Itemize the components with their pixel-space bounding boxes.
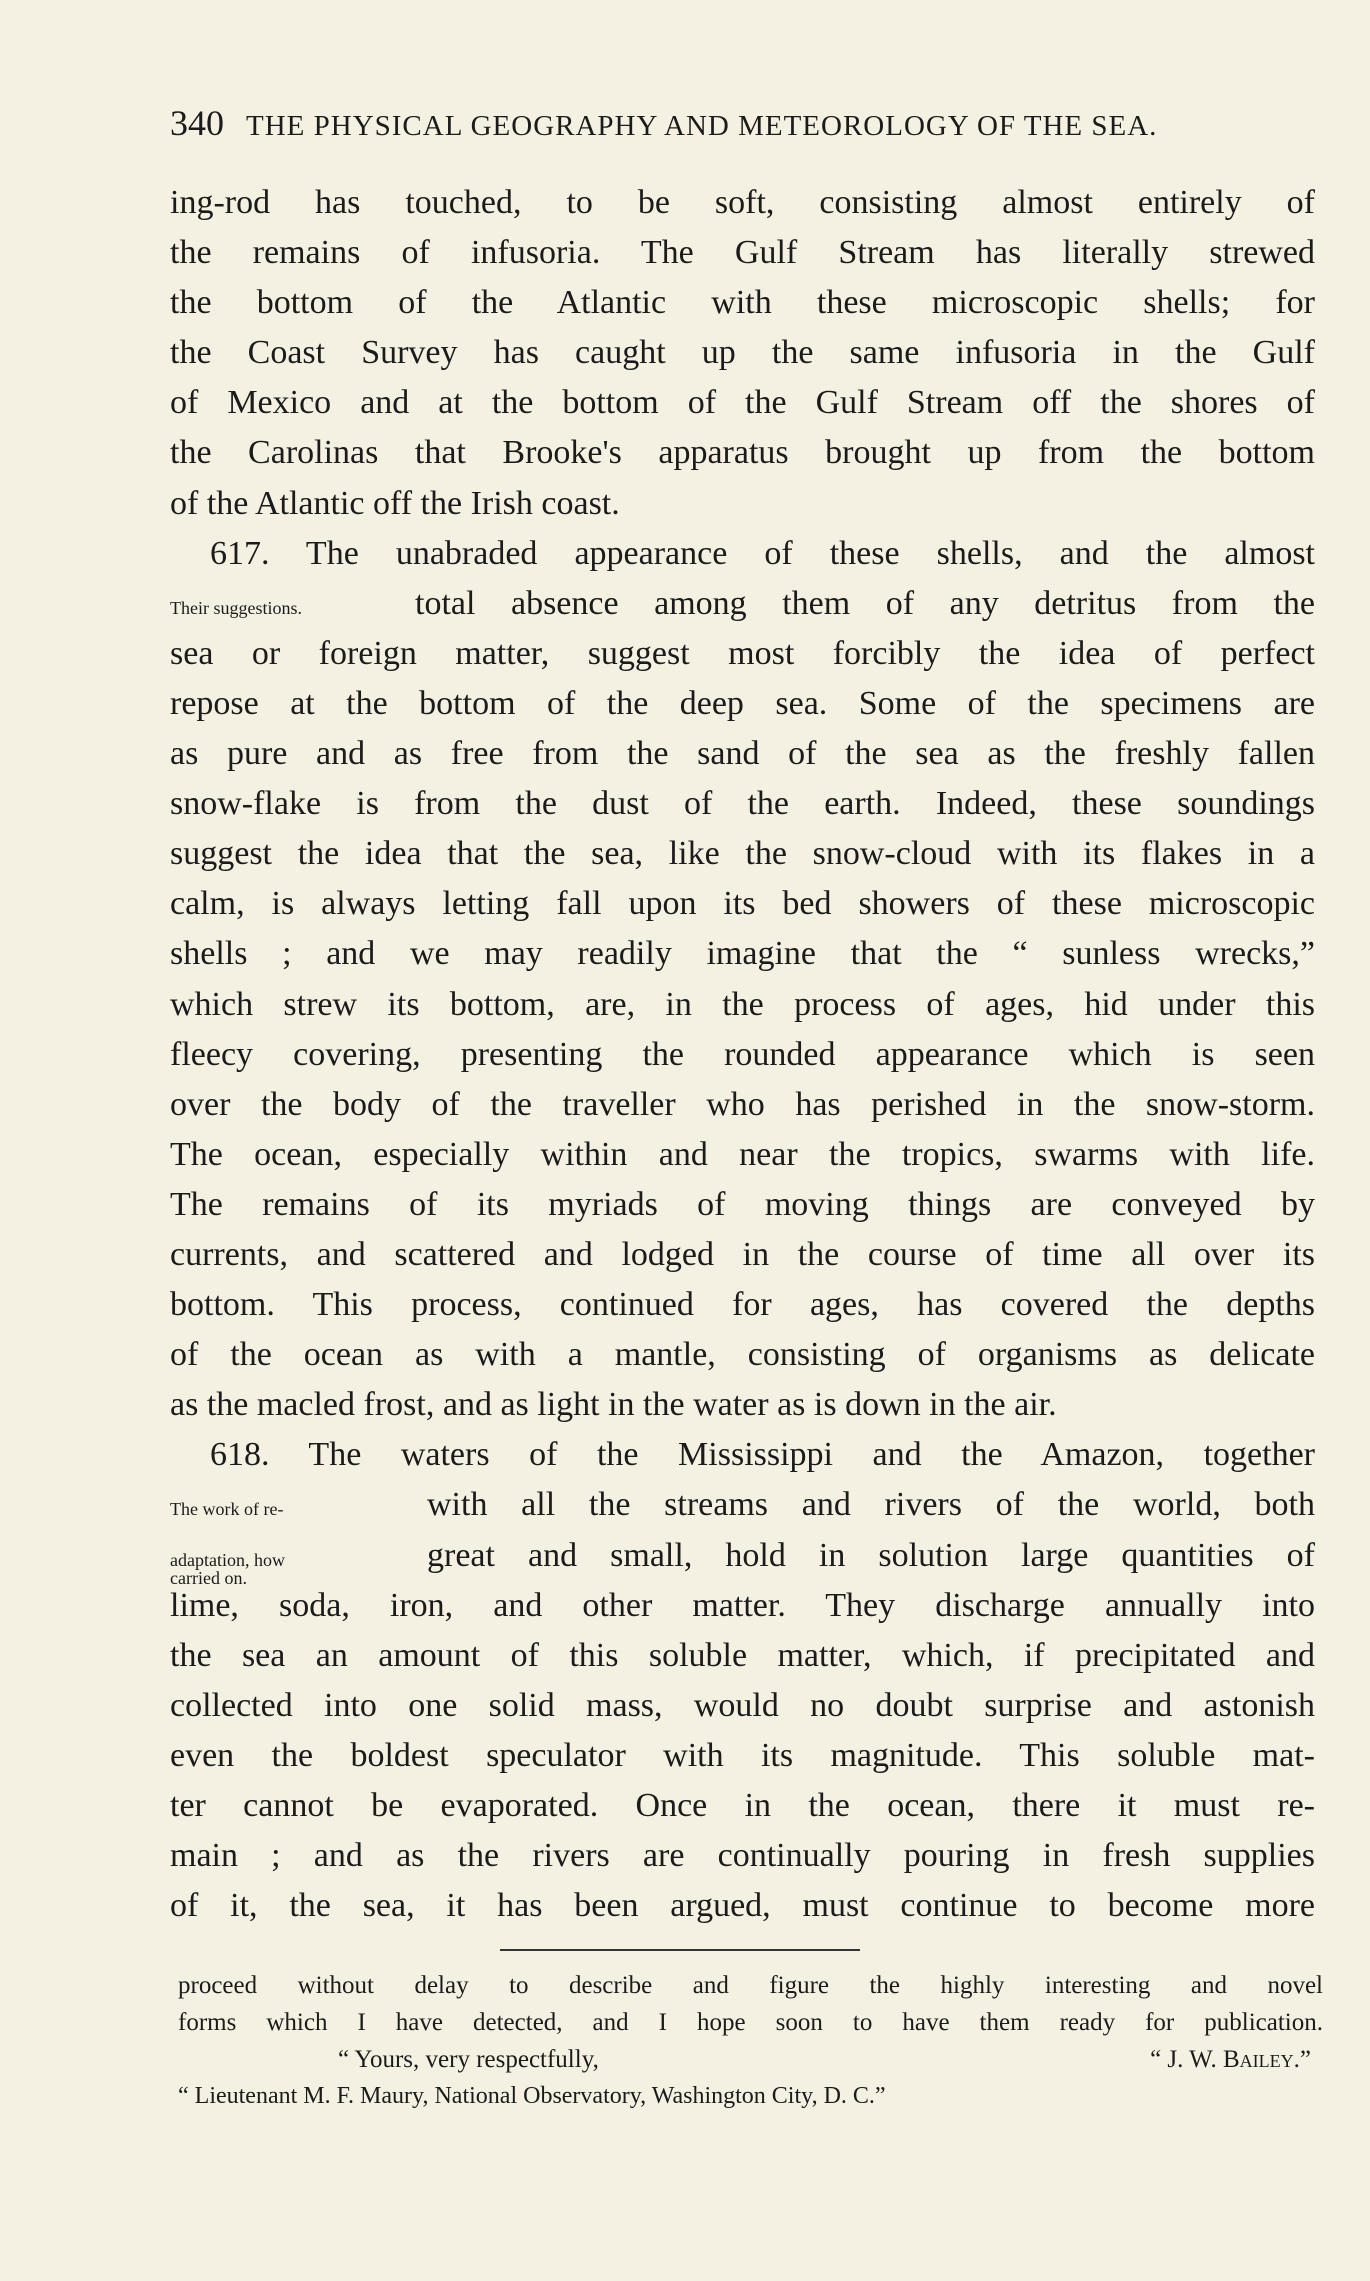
body-line: main ; and as the rivers are continually pouring in fresh supplies xyxy=(170,1837,1315,1875)
paragraph-618-start: 618. The waters of the Mississippi and the Amazon, together xyxy=(210,1436,1315,1474)
body-line: of Mexico and at the bottom of the Gulf Stream off the shores of xyxy=(170,384,1315,422)
footnote-line: forms which I have detected, and I hope soon to have them ready for publication. xyxy=(178,2009,1323,2036)
body-line: great and small, hold in solution large quantities of xyxy=(427,1536,1315,1574)
footnote-rule xyxy=(500,1949,860,1951)
footnote-address: “ Lieutenant M. F. Maury, National Observatory, Washington City, D. C.” xyxy=(178,2083,886,2109)
footnote-signature: “ J. W. Bailey.” xyxy=(1150,2046,1311,2073)
body-line: total absence among them of any detritus from the xyxy=(415,584,1315,622)
sidenote-their-suggestions: Their suggestions. xyxy=(170,597,302,618)
sidenote-work-of-readaptation: The work of re- xyxy=(170,1499,284,1520)
body-line: the Carolinas that Brooke's apparatus brought up from the bottom xyxy=(170,434,1315,472)
body-line: the bottom of the Atlantic with these microscopic shells; for xyxy=(170,284,1315,322)
footnote-closing: “ Yours, very respectfully, xyxy=(338,2046,599,2073)
body-line: bottom. This process, continued for ages, has covered the depths xyxy=(170,1286,1315,1324)
body-line: even the boldest speculator with its magnitude. This soluble mat- xyxy=(170,1736,1315,1774)
body-line: as pure and as free from the sand of the sea as the freshly fallen xyxy=(170,735,1315,773)
body-line: of the ocean as with a mantle, consisting of organisms as delicate xyxy=(170,1336,1315,1374)
running-title: THE PHYSICAL GEOGRAPHY AND METEOROLOGY OF THE SEA. xyxy=(246,110,1158,142)
paragraph-617-start: 617. The unabraded appearance of these shells, and the almost xyxy=(210,534,1315,572)
body-line: over the body of the traveller who has perished in the snow-storm. xyxy=(170,1085,1315,1123)
running-header xyxy=(170,102,1252,144)
body-text xyxy=(170,178,1315,1931)
body-line: The remains of its myriads of moving things are conveyed by xyxy=(170,1185,1315,1223)
body-line: the sea an amount of this soluble matter, which, if precipitated and xyxy=(170,1636,1315,1674)
footnote-line: proceed without delay to describe and figure the highly interesting and novel xyxy=(178,1972,1323,1999)
sidenote-carried-on: carried on. xyxy=(170,1567,247,1588)
body-line: the remains of infusoria. The Gulf Stream has literally strewed xyxy=(170,234,1315,272)
body-line: lime, soda, iron, and other matter. They discharge annually into xyxy=(170,1586,1315,1624)
body-line: calm, is always letting fall upon its bed showers of these microscopic xyxy=(170,885,1315,923)
body-line: repose at the bottom of the deep sea. Some of the specimens are xyxy=(170,684,1315,722)
body-line: ing-rod has touched, to be soft, consisting almost entirely of xyxy=(170,184,1315,221)
sidenote-row-617 xyxy=(170,579,1315,629)
body-line: as the macled frost, and as light in the water as is down in the air. xyxy=(170,1386,1057,1424)
body-line: which strew its bottom, are, in the process of ages, hid under this xyxy=(170,985,1315,1023)
sidenote-row-618b xyxy=(170,1531,1315,1588)
footnote-signature-row xyxy=(178,2041,1323,2078)
body-line: the Coast Survey has caught up the same infusoria in the Gulf xyxy=(170,334,1315,372)
body-line: shells ; and we may readily imagine that the “ sunless wrecks,” xyxy=(170,935,1315,973)
sidenote-row-618a xyxy=(170,1480,1315,1530)
body-line: suggest the idea that the sea, like the snow-cloud with its flakes in a xyxy=(170,835,1315,873)
body-line: snow-flake is from the dust of the earth. Indeed, these soundings xyxy=(170,785,1315,823)
sidenote-adaptation-how: adaptation, how xyxy=(170,1549,285,1570)
body-line: fleecy covering, presenting the rounded appearance which is seen xyxy=(170,1035,1315,1073)
body-line: sea or foreign matter, suggest most forcibly the idea of perfect xyxy=(170,634,1315,672)
page-number: 340 xyxy=(170,103,224,143)
body-line: of it, the sea, it has been argued, must continue to become more xyxy=(170,1887,1315,1925)
body-line: of the Atlantic off the Irish coast. xyxy=(170,484,620,522)
footnote xyxy=(178,1967,1323,2115)
body-line: currents, and scattered and lodged in the course of time all over its xyxy=(170,1235,1315,1273)
body-line: ter cannot be evaporated. Once in the ocean, there it must re- xyxy=(170,1787,1315,1824)
body-line: The ocean, especially within and near the tropics, swarms with life. xyxy=(170,1135,1315,1173)
body-line: with all the streams and rivers of the world, both xyxy=(427,1486,1315,1524)
body-line: collected into one solid mass, would no doubt surprise and astonish xyxy=(170,1686,1315,1724)
